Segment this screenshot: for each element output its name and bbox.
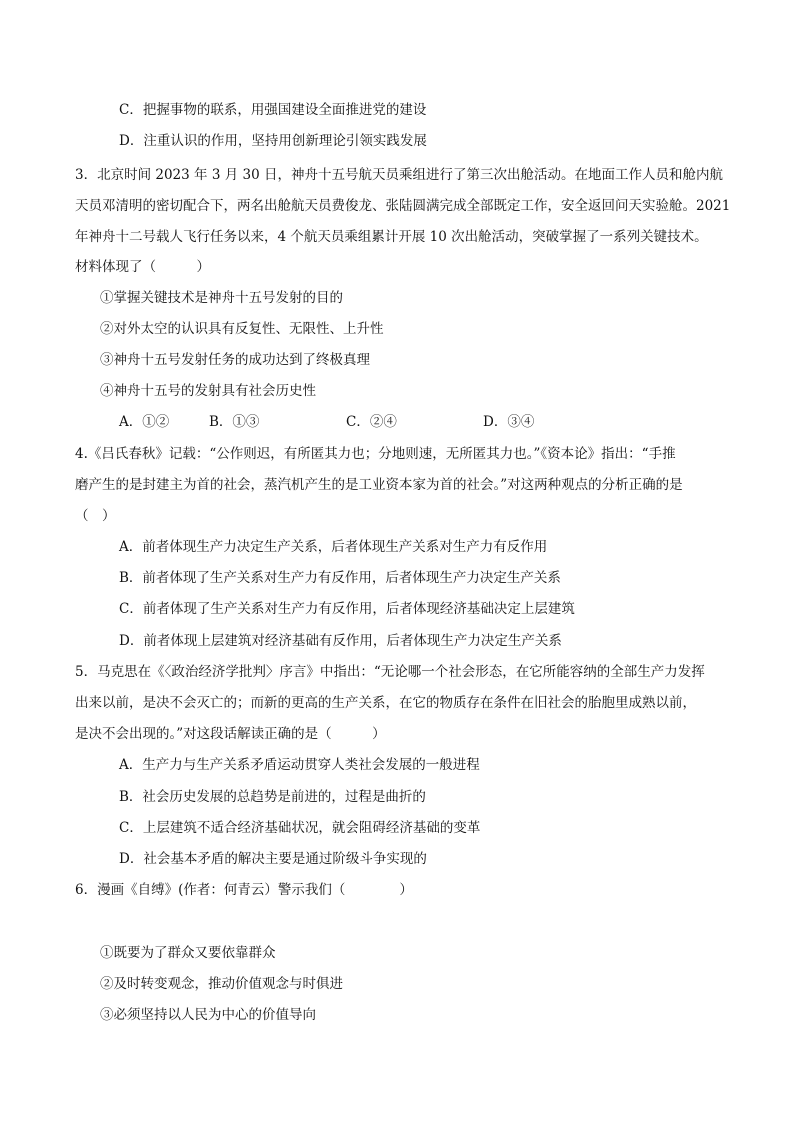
q5-option-a: A．生产力与生产关系矛盾运动贯穿人类社会发展的一般进程 (119, 757, 480, 773)
q3-statement-1: ①掌握关键技术是神舟十五号发射的目的 (100, 290, 343, 306)
q4-stem-line-2: 磨产生的是封建主为首的社会，蒸汽机产生的是工业资本家为首的社会。”对这两种观点的分析正确的是 (75, 477, 683, 493)
q5-stem-line-1: 5．马克思在《〈政治经济学批判〉序言》中指出：“无论哪一个社会形态，在它所能容纳的全部生产力发挥 (75, 664, 705, 680)
q3-statement-2: ②对外太空的认识具有反复性、无限性、上升性 (100, 321, 384, 337)
q3-choice-c: C．②④ (346, 414, 397, 430)
q4-option-a: A．前者体现生产力决定生产关系，后者体现生产关系对生产力有反作用 (119, 539, 548, 555)
q2-option-d: D．注重认识的作用，坚持用创新理论引领实践发展 (119, 133, 427, 149)
q3-choice-d: D．③④ (483, 414, 535, 430)
q6-statement-2: ②及时转变观念，推动价值观念与时俱进 (100, 976, 343, 992)
q3-choice-b: B．①③ (209, 414, 260, 430)
q5-option-b: B．社会历史发展的总趋势是前进的，过程是曲折的 (119, 789, 426, 805)
q3-stem-line-1: 3．北京时间 2023 年 3 月 30 日，神舟十五号航天员乘组进行了第三次出舱活动。在地面工作人员和舱内航 (75, 167, 723, 183)
q4-option-b: B．前者体现了生产关系对生产力有反作用，后者体现生产力决定生产关系 (119, 570, 561, 586)
q6-statement-3: ③必须坚持以人民为中心的价值导向 (100, 1007, 316, 1023)
q4-option-d: D．前者体现上层建筑对经济基础有反作用，后者体现生产力决定生产关系 (119, 633, 562, 649)
q3-stem-line-2: 天员邓清明的密切配合下，两名出舱航天员费俊龙、张陆圆满完成全部既定工作，安全返回问天实验舱。2021 (75, 198, 731, 214)
q3-statement-3: ③神舟十五号发射任务的成功达到了终极真理 (100, 352, 370, 368)
q5-option-d: D．社会基本矛盾的解决主要是通过阶级斗争实现的 (119, 851, 427, 867)
q4-stem-line-1: 4.《吕氏春秋》记载：“公作则迟，有所匿其力也；分地则速，无所匿其力也。”《资本论》指出：“手推 (75, 446, 676, 462)
q5-stem-line-3: 是决不会出现的。”对这段话解读正确的是（ ） (75, 726, 386, 742)
q2-option-c: C．把握事物的联系，用强国建设全面推进党的建设 (119, 102, 427, 118)
q3-statement-4: ④神舟十五号的发射具有社会历史性 (100, 383, 316, 399)
q3-stem-line-4: 材料体现了（ ） (75, 259, 210, 275)
q6-stem-line-1: 6．漫画《自缚》(作者：何青云）警示我们（ ） (75, 882, 413, 898)
q5-option-c: C．上层建筑不适合经济基础状况，就会阻碍经济基础的变革 (119, 820, 481, 836)
q4-option-c: C．前者体现了生产关系对生产力有反作用，后者体现经济基础决定上层建筑 (119, 601, 575, 617)
q3-stem-line-3: 年神舟十二号载人飞行任务以来，4 个航天员乘组累计开展 10 次出舱活动，突破掌握了一系列关键技术。 (75, 229, 708, 245)
q6-statement-1: ①既要为了群众又要依靠群众 (100, 945, 276, 961)
q3-choice-a: A．①② (119, 414, 170, 430)
q4-stem-line-3: （ ） (75, 508, 116, 524)
q3-choices (119, 413, 534, 431)
q5-stem-line-2: 出来以前，是决不会灭亡的；而新的更高的生产关系，在它的物质存在条件在旧社会的胎胞里成熟以前， (75, 695, 696, 711)
